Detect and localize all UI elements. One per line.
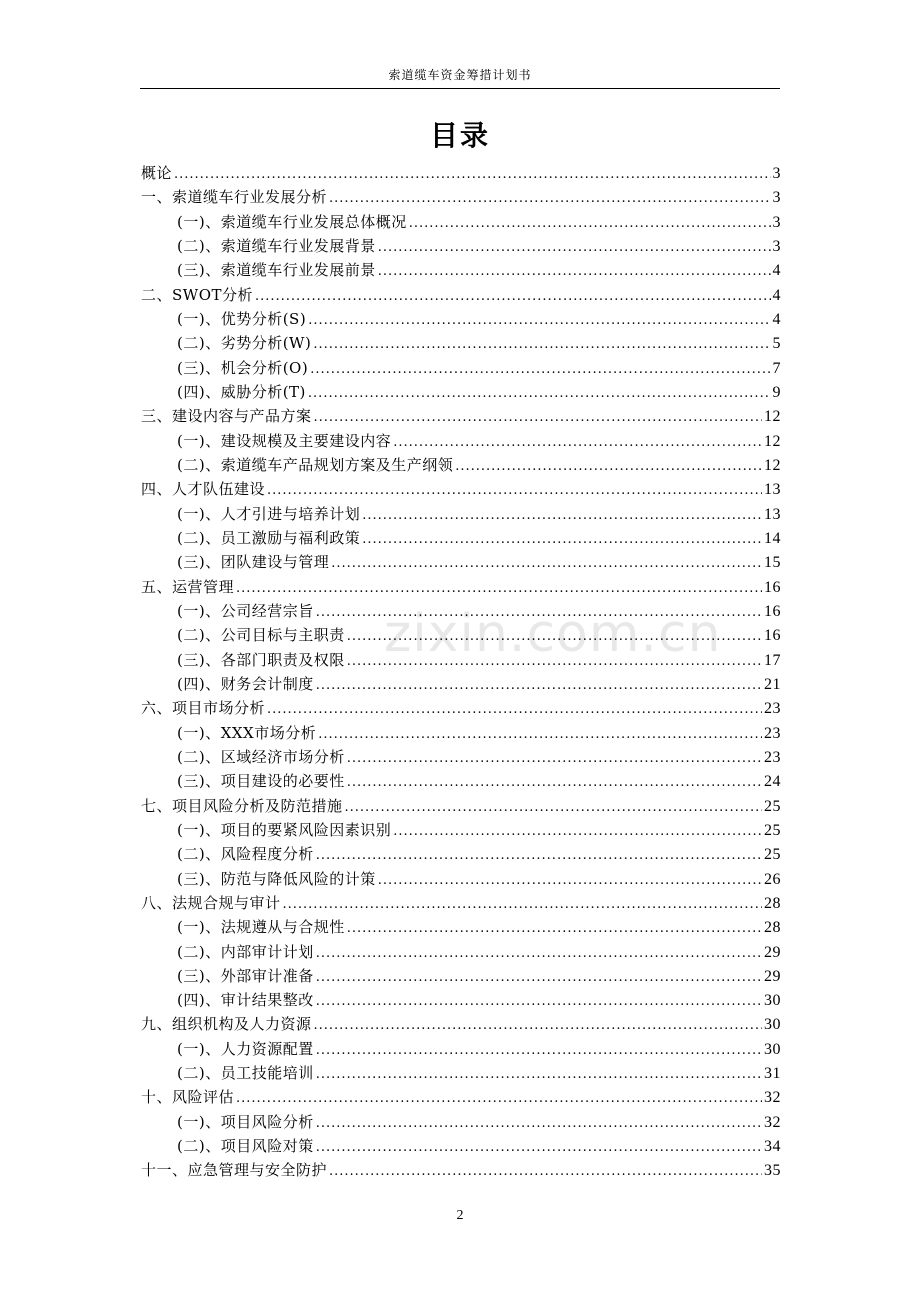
- watermark: zixin.com.cn: [384, 604, 722, 664]
- toc-entry-page: 23: [764, 724, 781, 742]
- toc-entry[interactable]: [141, 672, 781, 696]
- toc-entry-label: (三)、各部门职责及权限: [177, 650, 345, 669]
- toc-entry-label: (四)、财务会计制度: [177, 674, 314, 693]
- toc-entry-page: 21: [764, 675, 781, 693]
- toc-entry[interactable]: [141, 380, 781, 404]
- toc-entry-page: 4: [772, 286, 781, 304]
- toc-entry-label: 五、运营管理: [141, 577, 235, 596]
- toc-entry-page: 29: [764, 967, 781, 985]
- toc-entry[interactable]: [141, 696, 781, 720]
- toc-entry[interactable]: [141, 526, 781, 550]
- toc-entry[interactable]: [141, 258, 781, 282]
- toc-entry-page: 34: [764, 1138, 781, 1156]
- toc-entry-page: 32: [764, 1089, 781, 1107]
- toc-entry-page: 28: [764, 894, 781, 912]
- toc-dot-leader: [316, 674, 762, 698]
- toc-entry-page: 23: [764, 700, 781, 718]
- toc-entry-label: (三)、团队建设与管理: [177, 553, 330, 572]
- toc-entry[interactable]: [141, 988, 781, 1012]
- toc-entry-label: (一)、人力资源配置: [177, 1039, 314, 1058]
- toc-entry[interactable]: [141, 429, 781, 453]
- toc-entry-page: 16: [764, 627, 781, 645]
- toc-dot-leader: [308, 382, 771, 406]
- toc-dot-leader: [378, 236, 771, 260]
- toc-entry[interactable]: [141, 1134, 781, 1158]
- toc-entry-page: 25: [764, 797, 781, 815]
- toc-entry[interactable]: [141, 623, 781, 647]
- toc-entry[interactable]: [141, 648, 781, 672]
- toc-dot-leader: [236, 1087, 762, 1111]
- toc-entry-label: (一)、优势分析(S): [177, 309, 307, 328]
- toc-dot-leader: [316, 1112, 762, 1136]
- toc-entry-page: 24: [764, 773, 781, 791]
- toc-entry-label: (二)、劣势分析(W): [177, 334, 312, 353]
- toc-entry-label: (二)、内部审计计划: [177, 942, 314, 961]
- toc-entry[interactable]: [141, 356, 781, 380]
- toc-dot-leader: [316, 601, 762, 625]
- toc-entry[interactable]: [141, 283, 781, 307]
- toc-entry-page: 16: [764, 602, 781, 620]
- toc-dot-leader: [345, 796, 762, 820]
- toc-entry-label: 九、组织机构及人力资源: [141, 1015, 312, 1034]
- page-number: 2: [456, 1208, 464, 1223]
- toc-dot-leader: [455, 455, 762, 479]
- toc-entry-page: 15: [764, 554, 781, 572]
- toc-dot-leader: [314, 406, 762, 430]
- toc-entry-page: 35: [764, 1162, 781, 1180]
- toc-entry[interactable]: [141, 964, 781, 988]
- toc-entry-label: (四)、审计结果整改: [177, 991, 314, 1010]
- toc-entry-label: (一)、XXX市场分析: [177, 723, 317, 742]
- toc-dot-leader: [316, 844, 762, 868]
- toc-dot-leader: [310, 358, 770, 382]
- toc-entry-label: (二)、员工技能培训: [177, 1064, 314, 1083]
- toc-entry[interactable]: [141, 940, 781, 964]
- toc-entry-label: (二)、区域经济市场分析: [177, 747, 345, 766]
- toc-dot-leader: [393, 820, 762, 844]
- toc-entry-page: 12: [764, 408, 781, 426]
- toc-entry-label: 十、风险评估: [141, 1088, 235, 1107]
- toc-entry[interactable]: [141, 234, 781, 258]
- toc-entry[interactable]: [141, 185, 781, 209]
- toc-entry-label: 概论: [141, 164, 173, 182]
- toc-dot-leader: [308, 309, 770, 333]
- toc-entry-page: 32: [764, 1113, 781, 1131]
- toc-dot-leader: [255, 285, 771, 309]
- toc-dot-leader: [318, 723, 762, 747]
- toc-entry[interactable]: [141, 161, 781, 185]
- toc-dot-leader: [362, 528, 762, 552]
- toc-entry-page: 30: [764, 1016, 781, 1034]
- toc-entry-page: 4: [772, 262, 781, 280]
- toc-entry-page: 23: [764, 748, 781, 766]
- toc-entry-label: (一)、法规遵从与合规性: [177, 918, 345, 937]
- toc-dot-leader: [329, 187, 770, 211]
- toc-entry[interactable]: [141, 502, 781, 526]
- toc-dot-leader: [347, 650, 762, 674]
- toc-entry-page: 3: [772, 189, 781, 207]
- toc-entry-label: (二)、员工激励与福利政策: [177, 528, 361, 547]
- toc-entry-page: 4: [772, 310, 781, 328]
- toc-entry-page: 13: [764, 505, 781, 523]
- toc-entry-page: 13: [764, 481, 781, 499]
- toc-entry[interactable]: [141, 1085, 781, 1109]
- header-divider: [140, 88, 780, 89]
- toc-dot-leader: [316, 1136, 762, 1160]
- toc-entry[interactable]: [141, 1158, 781, 1182]
- toc-entry[interactable]: [141, 721, 781, 745]
- toc-entry-label: 四、人才队伍建设: [141, 480, 266, 499]
- toc-dot-leader: [347, 747, 762, 771]
- toc-entry-label: (二)、索道缆车产品规划方案及生产纲领: [177, 455, 454, 474]
- toc-entry[interactable]: [141, 331, 781, 355]
- toc-entry-page: 9: [772, 383, 781, 401]
- toc-dot-leader: [267, 698, 762, 722]
- toc-entry-label: (一)、建设规模及主要建设内容: [177, 431, 392, 450]
- toc-dot-leader: [283, 893, 762, 917]
- toc-dot-leader: [331, 552, 762, 576]
- toc-dot-leader: [362, 504, 762, 528]
- toc-entry-page: 3: [772, 213, 781, 231]
- toc-dot-leader: [329, 1160, 762, 1184]
- toc-entry-label: (三)、项目建设的必要性: [177, 772, 345, 791]
- toc-entry-page: 5: [772, 335, 781, 353]
- toc-entry[interactable]: [141, 891, 781, 915]
- toc-dot-leader: [316, 1063, 762, 1087]
- toc-dot-leader: [347, 917, 762, 941]
- toc-dot-leader: [347, 771, 762, 795]
- toc-entry-page: 30: [764, 992, 781, 1010]
- toc-dot-leader: [174, 163, 770, 187]
- toc-entry-page: 25: [764, 846, 781, 864]
- toc-entry[interactable]: [141, 867, 781, 891]
- toc-entry[interactable]: [141, 818, 781, 842]
- toc-entry-page: 29: [764, 943, 781, 961]
- toc-dot-leader: [267, 479, 762, 503]
- toc-entry[interactable]: [141, 453, 781, 477]
- toc-dot-leader: [347, 625, 762, 649]
- toc-dot-leader: [314, 1014, 762, 1038]
- toc-entry-page: 26: [764, 870, 781, 888]
- toc-entry-label: 六、项目市场分析: [141, 699, 266, 718]
- toc-entry-page: 31: [764, 1065, 781, 1083]
- toc-entry[interactable]: [141, 1061, 781, 1085]
- toc-entry-label: (一)、公司经营宗旨: [177, 601, 314, 620]
- toc-entry-label: (二)、项目风险对策: [177, 1137, 314, 1156]
- toc-dot-leader: [393, 431, 762, 455]
- toc-entry-label: (二)、风险程度分析: [177, 845, 314, 864]
- toc-dot-leader: [316, 966, 762, 990]
- toc-entry-label: 二、SWOT分析: [141, 285, 253, 304]
- toc-entry-label: 一、索道缆车行业发展分析: [141, 188, 328, 207]
- toc-entry-label: (一)、项目风险分析: [177, 1112, 314, 1131]
- toc-entry[interactable]: [141, 769, 781, 793]
- toc-entry[interactable]: [141, 575, 781, 599]
- toc-dot-leader: [316, 942, 762, 966]
- toc-dot-leader: [316, 1039, 762, 1063]
- toc-entry-label: (三)、防范与降低风险的计策: [177, 869, 376, 888]
- table-of-contents: [141, 161, 781, 1183]
- toc-entry-label: 十一、应急管理与安全防护: [141, 1161, 328, 1180]
- toc-dot-leader: [313, 333, 770, 357]
- toc-entry-page: 3: [772, 165, 781, 182]
- toc-entry-page: 28: [764, 919, 781, 937]
- toc-entry-page: 16: [764, 578, 781, 596]
- running-header: 索道缆车资金筹措计划书: [388, 68, 532, 82]
- page-title: 目录: [429, 119, 490, 152]
- toc-entry[interactable]: [141, 794, 781, 818]
- toc-entry-label: (一)、人才引进与培养计划: [177, 504, 361, 523]
- toc-entry-page: 7: [772, 359, 781, 377]
- toc-entry-label: (二)、索道缆车行业发展背景: [177, 236, 376, 255]
- toc-entry-label: 三、建设内容与产品方案: [141, 407, 312, 426]
- toc-entry[interactable]: [141, 550, 781, 574]
- toc-entry-label: 八、法规合规与审计: [141, 893, 281, 912]
- toc-dot-leader: [409, 212, 771, 236]
- toc-dot-leader: [378, 260, 771, 284]
- toc-entry[interactable]: [141, 210, 781, 234]
- toc-entry-label: (三)、外部审计准备: [177, 966, 314, 985]
- toc-entry-label: (一)、项目的要紧风险因素识别: [177, 820, 392, 839]
- toc-entry[interactable]: [141, 745, 781, 769]
- toc-entry[interactable]: [141, 307, 781, 331]
- toc-dot-leader: [378, 869, 762, 893]
- toc-entry-label: (三)、索道缆车行业发展前景: [177, 261, 376, 280]
- toc-entry[interactable]: [141, 1110, 781, 1134]
- toc-entry-page: 25: [764, 821, 781, 839]
- toc-entry-page: 12: [764, 432, 781, 450]
- toc-entry[interactable]: [141, 915, 781, 939]
- toc-entry-page: 14: [764, 529, 781, 547]
- toc-entry-label: 七、项目风险分析及防范措施: [141, 796, 343, 815]
- toc-entry-label: (二)、公司目标与主职责: [177, 626, 345, 645]
- toc-dot-leader: [316, 990, 762, 1014]
- toc-entry-label: (四)、威胁分析(T): [177, 382, 306, 401]
- toc-entry-page: 3: [772, 237, 781, 255]
- toc-entry-label: (一)、索道缆车行业发展总体概况: [177, 212, 407, 231]
- toc-entry[interactable]: [141, 842, 781, 866]
- toc-entry-label: (三)、机会分析(O): [177, 358, 309, 377]
- toc-entry[interactable]: [141, 1037, 781, 1061]
- toc-entry[interactable]: [141, 404, 781, 428]
- toc-entry-page: 30: [764, 1040, 781, 1058]
- toc-entry[interactable]: [141, 1012, 781, 1036]
- toc-dot-leader: [236, 577, 762, 601]
- toc-entry-page: 17: [764, 651, 781, 669]
- toc-entry-page: 12: [764, 456, 781, 474]
- toc-entry[interactable]: [141, 477, 781, 501]
- toc-entry[interactable]: [141, 599, 781, 623]
